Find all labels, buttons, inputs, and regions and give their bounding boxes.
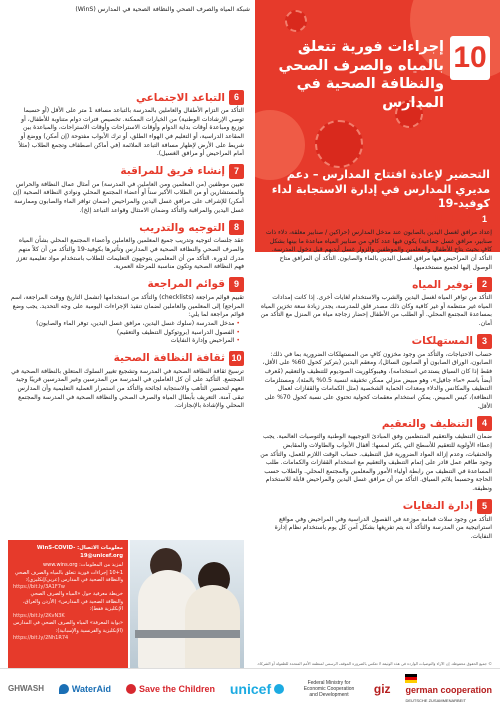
section-number: 10 bbox=[229, 351, 244, 366]
save-the-children-logo: Save the Children bbox=[126, 684, 215, 694]
section-title: التباعد الاجتماعي bbox=[136, 91, 225, 104]
section-body bbox=[8, 294, 244, 346]
section-number: 1 bbox=[477, 212, 492, 227]
section-waste-management bbox=[260, 499, 492, 542]
section-title: التنظيف والتعقيم bbox=[381, 417, 473, 430]
giz-logo: giz bbox=[373, 681, 391, 696]
section-intro: تقييم قوائم مراجعة (checklists) والتأكد من استخدامها (تشمل التاريخ ووقت المراجعة، اسم المراجع) إلى المعلمين والعاملين لضمان تنفيذ الإجراءات اليومية على وجه التحديد. يجب وضع قوائم مراجعة لما يلي: bbox=[10, 293, 244, 319]
wateraid-logo: WaterAid bbox=[59, 684, 111, 694]
children-handwashing-photo bbox=[130, 540, 244, 670]
section-number: 2 bbox=[477, 277, 492, 292]
unicef-logo: unicef bbox=[230, 681, 284, 697]
contact-title: معلومات الاتصال: WinS-COVID-19@unicef.org bbox=[36, 545, 123, 559]
virus-icon bbox=[285, 10, 307, 32]
ministry-logo: Federal Ministry for Economic Cooperation and Development bbox=[303, 679, 355, 698]
section-monitoring-team bbox=[8, 164, 244, 216]
section-title: ثقافة النظافة الصحية bbox=[113, 352, 225, 365]
section-hygiene-culture bbox=[8, 351, 244, 411]
contact-line: لمزيد من المعلومات: www.wins.org bbox=[43, 562, 123, 569]
section-body: ضمان التنظيف والتعقيم المنتظمين وفق المبادئ التوجيهية الوطنية والتوصيات العالمية. يجب إعطاء الأولوية للتعقيم للأسطح التي يكثر لمسها: أقفال الأبواب والطاولات والمقابض والحنفيات، وعدم إزالة المواد الضرورية قبل التنظيف. حساب الوقت اللازم للعمل، والتأكد من وجود طاقم عمل قادر على إتمام التنظيف والتعقيم مع استخدام القفازات والكمامات. طلب المساعدة في التنظيف من رابطة أولياء الأمور والمعلمين والمجتمع المحلي. والطلاب حسب الحاجة وحسبما يلائم السياق. التأكد من أن مرافق غسل اليدين والمراحيض قابلة للاستخدام ونظيفة. bbox=[260, 433, 492, 493]
footnote: © جميع الحقوق محفوظة. إن الآراء والتوصيات الواردة في هذه الوثيقة لا تعكس بالضرورة الموقف الرسمي لمنظمة الأمم المتحدة للطفولة أو الشركاء. bbox=[256, 661, 492, 667]
list-item: • الفصول الدراسية (بروتوكول التنظيف والتعقيم) bbox=[8, 329, 240, 338]
document-caption: شبكة المياه والصرف الصحي والنظافة الصحية في المدارس (WinS) bbox=[75, 6, 250, 13]
section-consumables bbox=[260, 334, 492, 411]
section-social-distancing bbox=[8, 90, 244, 159]
section-body: التأكد من وجود سلات قمامة موزعة في الفصول الدراسية وفي المراحيض وفي مواقع استراتيجية من المدرسة والتأكد أنه يتم تفريغها بشكل آمن كل يوم باستخدام نظام إدارة النفايات. bbox=[274, 515, 492, 541]
save-the-children-icon bbox=[126, 684, 136, 694]
section-body: عقد جلسات لتوجيه وتدريب جميع المعلمين والعاملين وأعضاء المجتمع المحلي بشأن المياه والصرف الصحي والنظافة الصحية في المدارس وتأثيرها بكوفيد-19 والتأكد من أن كلاً منهم مدرك لدوره. التأكد من أن المعلمين يتوجهون التعليمات للطلاب باستخدام مواد تعليمية تعزز فهم النظافة الصحية وتكون مناسبة للمرحلة العمرية. bbox=[16, 237, 244, 271]
section-title: المستهلكات bbox=[411, 335, 473, 348]
section-body: التأكد من توافر المياه لغسل اليدين والشرب والاستخدام لغايات أخرى. إذا كانت إمدادات المياه غير منتظمة أو غير كافية وكان ذلك مصدر قلق للمدرسة، يجدر زيادة سعة تخزين المياه بمساعدة المجتمع المحلي. أو الطلب من الأطفال إحضار زجاجة مياه من المنزل مع التأكد من أمان. bbox=[260, 294, 492, 328]
section-number: 7 bbox=[229, 164, 244, 179]
section-title: توفير المياه bbox=[412, 278, 473, 291]
virus-icon bbox=[315, 120, 363, 168]
water-drop-icon bbox=[59, 684, 69, 694]
section-number: 3 bbox=[477, 334, 492, 349]
banner-subtitle: التحضير لإعادة افتتاح المدارس – دعم مديري المدارس في إدارة الاستجابة لداء كوفيد-19 bbox=[271, 168, 490, 211]
section-number: 6 bbox=[229, 90, 244, 105]
number-badge: 10 bbox=[450, 36, 490, 80]
german-cooperation-logo: german cooperation DEUTSCHE ZUSAMMENARBEIT bbox=[405, 674, 492, 703]
contact-line: 10+1 إجراءات فورية تتعلق بالمياه والصرف الصحي والنظافة الصحية في المدارس (عربي/إنكليزي): bbox=[14, 569, 123, 583]
section-title: غسل اليدين bbox=[410, 213, 473, 226]
unicef-globe-icon bbox=[274, 684, 284, 694]
german-flag-icon bbox=[405, 674, 417, 683]
left-column bbox=[8, 90, 244, 416]
section-title: قوائم المراجعة bbox=[147, 278, 225, 291]
resource-link[interactable]: https://bit.ly/2KvN3K bbox=[13, 613, 65, 620]
partner-logos bbox=[0, 668, 500, 708]
section-number: 5 bbox=[477, 499, 492, 514]
contact-line: «بوابة المعرفة» المياه والصرف الصحي في المدارس (الإنكليزية والفرنسية والإسبانية): bbox=[13, 620, 123, 634]
section-water-supply bbox=[260, 277, 492, 329]
banner-title: إجراءات فورية تتعلق بالمياه والصرف الصحي والنظافة الصحية في المدارس bbox=[278, 39, 444, 111]
section-title: إنشاء فريق للمراقبة bbox=[120, 165, 225, 178]
section-checklists bbox=[8, 277, 244, 346]
resource-link[interactable]: https://bit.ly/3A1F7w bbox=[13, 584, 65, 591]
contact-info-box bbox=[8, 540, 128, 670]
resource-link[interactable]: https://bit.ly/2Nh1R74 bbox=[13, 634, 69, 641]
right-column bbox=[260, 212, 492, 547]
checklist-items bbox=[8, 320, 244, 346]
section-body: إعداد مرافق لغسل اليدين بالصابون عند مدخل المدارس (حراكين / صنابير معلقة، دلاء ذات صنابير، مرافق غسل جماعية) يكون فيها عدد كافٍ من صنابير المياه مباعدة ما بينها بشكل كافٍ بحيث يتاح للأطفال والمعلمين والموظفين والزوار غسل أيديهم قبل دخول المدرسة. التأكد أن المراحيض فيها مرافق لغسل اليدين بالماء والصابون. التأكد أن المرافق متاح الوصول إليها لجميع مستخدميها. bbox=[265, 229, 492, 271]
section-handwashing bbox=[260, 212, 492, 272]
section-body: تعيين موظفين (من المعلمين ومن العاملين في المدرسة) من أمثال عمال النظافة والحراس والمستشارين أو من الطلاب الأكبر سناً أو أعضاء المجتمع المحلي ونوادي النظافة الصحية (إن أمكن) للإشراف على مرافق غسل اليدين والمراحيض (ضمان توافر الماء والصابون وممارسة غسل اليدين والمراقبة والتأكد وضمان الامتثال وقواعد التباعد إلخ). bbox=[12, 180, 244, 214]
list-item: • المراحيض وإدارة النفايات bbox=[8, 337, 240, 346]
contact-line: خريطة معرفية حول «المياه والصرف الصحي والنظافة الصحية في المدارس» (الأردن والعراق، الإنكليزية فقط): bbox=[23, 591, 123, 612]
ghwash-logo: GHWASH bbox=[8, 684, 44, 693]
section-body: ترسيخ ثقافة النظافة الصحية في المدرسة وتشجيع تغيير السلوك المتعلق بالنظافة الصحية في المجتمع. التأكيد على أن كل العاملين في المدرسة من المدرسين وغير المدرسين قريبًا وجيد معهم لتحسين التأهب والاستجابة لجائحة والتأكد من استمرار العملية التعليمية وأن المدارس تبقى آمنة. التعريف بأبطال المياه والصرف الصحي والنظافة الصحية في المدرسة والمجتمع المحلي والإشادة بالإنجازات. bbox=[11, 367, 244, 410]
section-body: التأكد من التزام الأطفال والعاملين بالمدرسة بالتباعد مسافة 1 متر على الأقل (أو حسبما توصي الإرشادات الوطنية) من الخيارات الممكنة. تخصيص فترات دوام متناوبة للأطفال، أو توزيع ومباعدة أوقات بداية الدوام وأوقات الاستراحات وأوقات الاستراحات، والمباعدة بين المقاعد الدراسية، أو التعليم في الهواء الطلق، أو ترك الأبواب مفتوحة (إن أمكن) ووضع أو شريط على الأرض لإظهار مسافة التباعد الملائمة (في أماكن اصطفاف وتجمع الطلاب (مثلاً أمام المراحيض أو مرافق الغسيل). bbox=[18, 107, 244, 158]
section-title: إدارة النفايات bbox=[402, 500, 473, 513]
section-number: 8 bbox=[229, 220, 244, 235]
section-number: 9 bbox=[229, 277, 244, 292]
section-number: 4 bbox=[477, 416, 492, 431]
section-title: التوجيه والتدريب bbox=[139, 221, 225, 234]
section-cleaning bbox=[260, 416, 492, 493]
list-item: • مدخل المدرسة (سلوك غسل اليدين، مرافق غسل اليدين، توفر الماء والصابون) bbox=[8, 320, 240, 329]
section-body: حساب الاحتياجات، والتأكد من وجود مخزون كافٍ من المستهلكات الضرورية بما في ذلك: الصابون، الوراق الصابون أو الصابون السائل)، ومعقم اليدين (بتركيز كحول 60% على الأقل، فقط إذا كان السياق يستدعي استخدامه)، وهيبوكلوريت الصوديوم للتنظيف والتعقيم (مُعرف أيضاً باسم «ماء جافيل»، وهو مبيض منزلي ممكن تخفيفه لنسبة 0.5% بالمئة)، ومستلزمات التنظيف والمكانس والدلاء ومعدات الحماية الشخصية (مثل الكمامات والقفازات لعمال النظافة)، كيس المبيض. يمكن استخدام معقمات كحولية تحتوي على نسبة كحول 70% على الأقل. bbox=[262, 350, 492, 410]
section-orientation-training bbox=[8, 220, 244, 272]
